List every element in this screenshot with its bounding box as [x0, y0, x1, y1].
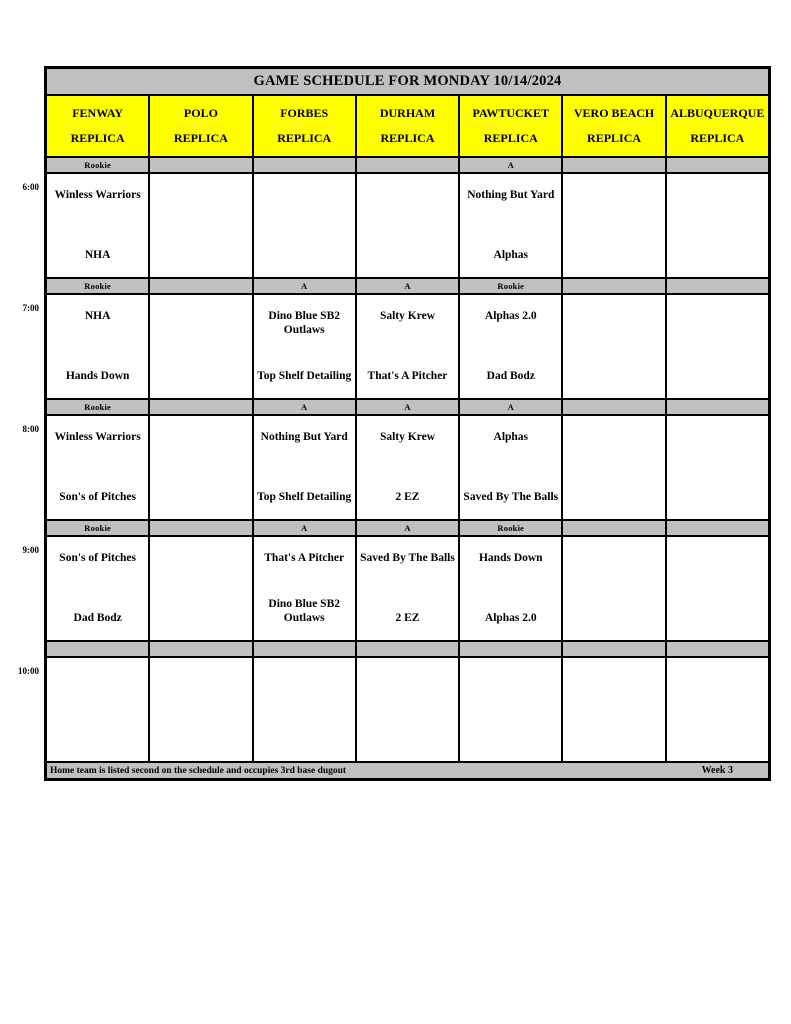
game-row-1	[47, 293, 768, 398]
field-header-1	[150, 96, 251, 156]
division-cell	[563, 400, 664, 414]
game-cell	[357, 295, 458, 398]
game-cell	[667, 658, 768, 761]
division-cell	[150, 521, 251, 535]
home-team: Dad Bodz	[486, 369, 535, 382]
division-cell	[150, 279, 251, 293]
field-sub: REPLICA	[277, 131, 332, 145]
home-team: 2 EZ	[395, 490, 420, 503]
game-cell	[150, 295, 251, 398]
game-cell	[254, 658, 355, 761]
game-cell	[47, 174, 148, 277]
division-cell: Rookie	[47, 279, 148, 293]
game-cell	[357, 537, 458, 640]
game-cell	[357, 658, 458, 761]
division-cell	[150, 400, 251, 414]
time-label: 7:00	[22, 303, 39, 313]
away-team: Dino Blue SB2 Outlaws	[268, 310, 340, 337]
away-team: NHA	[84, 310, 111, 322]
away-team: Nothing But Yard	[467, 189, 555, 201]
game-row-3	[47, 535, 768, 640]
field-sub: REPLICA	[173, 131, 228, 145]
game-cell	[460, 174, 561, 277]
division-cell: A	[254, 279, 355, 293]
home-team: NHA	[84, 248, 111, 261]
time-label: 10:00	[18, 666, 39, 676]
division-cell: A	[357, 521, 458, 535]
away-team: Hands Down	[478, 552, 543, 564]
division-cell: A	[357, 400, 458, 414]
game-cell	[47, 658, 148, 761]
game-cell	[667, 537, 768, 640]
division-cell	[150, 158, 251, 172]
division-cell	[563, 521, 664, 535]
division-cell: Rookie	[47, 158, 148, 172]
field-name: VERO BEACH	[573, 106, 655, 120]
division-cell: Rookie	[47, 400, 148, 414]
division-cell: Rookie	[47, 521, 148, 535]
division-cell	[150, 642, 251, 656]
field-header-row	[47, 94, 768, 156]
field-header-2	[254, 96, 355, 156]
division-cell	[667, 521, 768, 535]
division-cell	[357, 642, 458, 656]
game-cell	[667, 174, 768, 277]
away-team: Alphas 2.0	[484, 310, 537, 322]
field-sub: REPLICA	[690, 131, 745, 145]
schedule-table	[44, 66, 771, 781]
game-row-0	[47, 172, 768, 277]
game-cell	[254, 416, 355, 519]
field-header-4	[460, 96, 561, 156]
time-label: 8:00	[22, 424, 39, 434]
division-cell	[667, 642, 768, 656]
game-cell	[357, 416, 458, 519]
division-row-0	[47, 156, 768, 172]
division-cell: A	[254, 521, 355, 535]
home-team: Alphas	[493, 248, 529, 261]
game-cell	[150, 174, 251, 277]
game-cell	[563, 416, 664, 519]
footer-note: Home team is listed second on the schedule and occupies 3rd base dugout	[50, 765, 347, 776]
field-name: DURHAM	[379, 106, 436, 120]
division-row-4	[47, 640, 768, 656]
home-team: 2 EZ	[395, 611, 420, 624]
game-row-4	[47, 656, 768, 761]
game-cell	[254, 174, 355, 277]
division-cell: Rookie	[460, 521, 561, 535]
game-cell	[460, 416, 561, 519]
division-row-1	[47, 277, 768, 293]
division-cell	[563, 158, 664, 172]
home-team: Top Shelf Detailing	[257, 490, 352, 503]
away-team: Saved By The Balls	[360, 552, 455, 564]
home-team: Top Shelf Detailing	[257, 369, 352, 382]
field-name: POLO	[183, 106, 218, 120]
away-team: Salty Krew	[379, 431, 436, 443]
field-sub: REPLICA	[483, 131, 538, 145]
field-name: PAWTUCKET	[472, 106, 549, 120]
field-header-6	[667, 96, 768, 156]
game-cell	[563, 658, 664, 761]
away-team: Winless Warriors	[54, 189, 141, 201]
field-header-5	[563, 96, 664, 156]
away-team: Nothing But Yard	[260, 431, 348, 443]
field-sub: REPLICA	[587, 131, 642, 145]
division-cell: Rookie	[460, 279, 561, 293]
division-cell	[460, 642, 561, 656]
game-cell	[563, 537, 664, 640]
time-label: 6:00	[22, 182, 39, 192]
game-cell	[460, 295, 561, 398]
field-sub: REPLICA	[70, 131, 125, 145]
field-name: ALBUQUERQUE	[670, 106, 765, 120]
division-cell	[47, 642, 148, 656]
home-team: That's A Pitcher	[367, 369, 448, 382]
division-cell	[667, 279, 768, 293]
division-cell	[667, 158, 768, 172]
game-row-2	[47, 414, 768, 519]
game-cell	[47, 537, 148, 640]
home-team: Son's of Pitches	[59, 490, 136, 503]
game-cell	[667, 295, 768, 398]
division-cell	[563, 279, 664, 293]
home-team: Hands Down	[65, 369, 130, 382]
division-cell: A	[460, 158, 561, 172]
away-team: That's A Pitcher	[264, 552, 345, 564]
game-cell	[460, 658, 561, 761]
field-name: FORBES	[280, 106, 329, 120]
division-cell	[667, 400, 768, 414]
division-cell: A	[460, 400, 561, 414]
division-cell	[563, 642, 664, 656]
away-team: Son's of Pitches	[59, 552, 136, 564]
game-cell	[150, 658, 251, 761]
game-cell	[150, 537, 251, 640]
division-cell	[254, 158, 355, 172]
field-sub: REPLICA	[380, 131, 435, 145]
division-cell	[254, 642, 355, 656]
home-team: Alphas 2.0	[484, 611, 537, 624]
away-team: Salty Krew	[379, 310, 436, 322]
home-team: Dad Bodz	[73, 611, 122, 624]
game-cell	[47, 295, 148, 398]
game-cell	[47, 416, 148, 519]
game-cell	[254, 295, 355, 398]
division-cell: A	[254, 400, 355, 414]
away-team: Winless Warriors	[54, 431, 141, 443]
game-cell	[254, 537, 355, 640]
game-cell	[150, 416, 251, 519]
division-row-2	[47, 398, 768, 414]
division-cell	[357, 158, 458, 172]
field-header-3	[357, 96, 458, 156]
game-cell	[460, 537, 561, 640]
game-cell	[563, 295, 664, 398]
field-header-0	[47, 96, 148, 156]
footer-row	[47, 761, 768, 778]
week-label: Week 3	[701, 765, 733, 776]
home-team: Dino Blue SB2 Outlaws	[268, 597, 340, 624]
division-cell: A	[357, 279, 458, 293]
field-name: FENWAY	[72, 106, 124, 120]
game-cell	[357, 174, 458, 277]
away-team: Alphas	[493, 431, 529, 443]
game-cell	[667, 416, 768, 519]
division-row-3	[47, 519, 768, 535]
game-cell	[563, 174, 664, 277]
time-label: 9:00	[22, 545, 39, 555]
schedule-title: GAME SCHEDULE FOR MONDAY 10/14/2024	[47, 69, 768, 94]
home-team: Saved By The Balls	[463, 490, 559, 503]
